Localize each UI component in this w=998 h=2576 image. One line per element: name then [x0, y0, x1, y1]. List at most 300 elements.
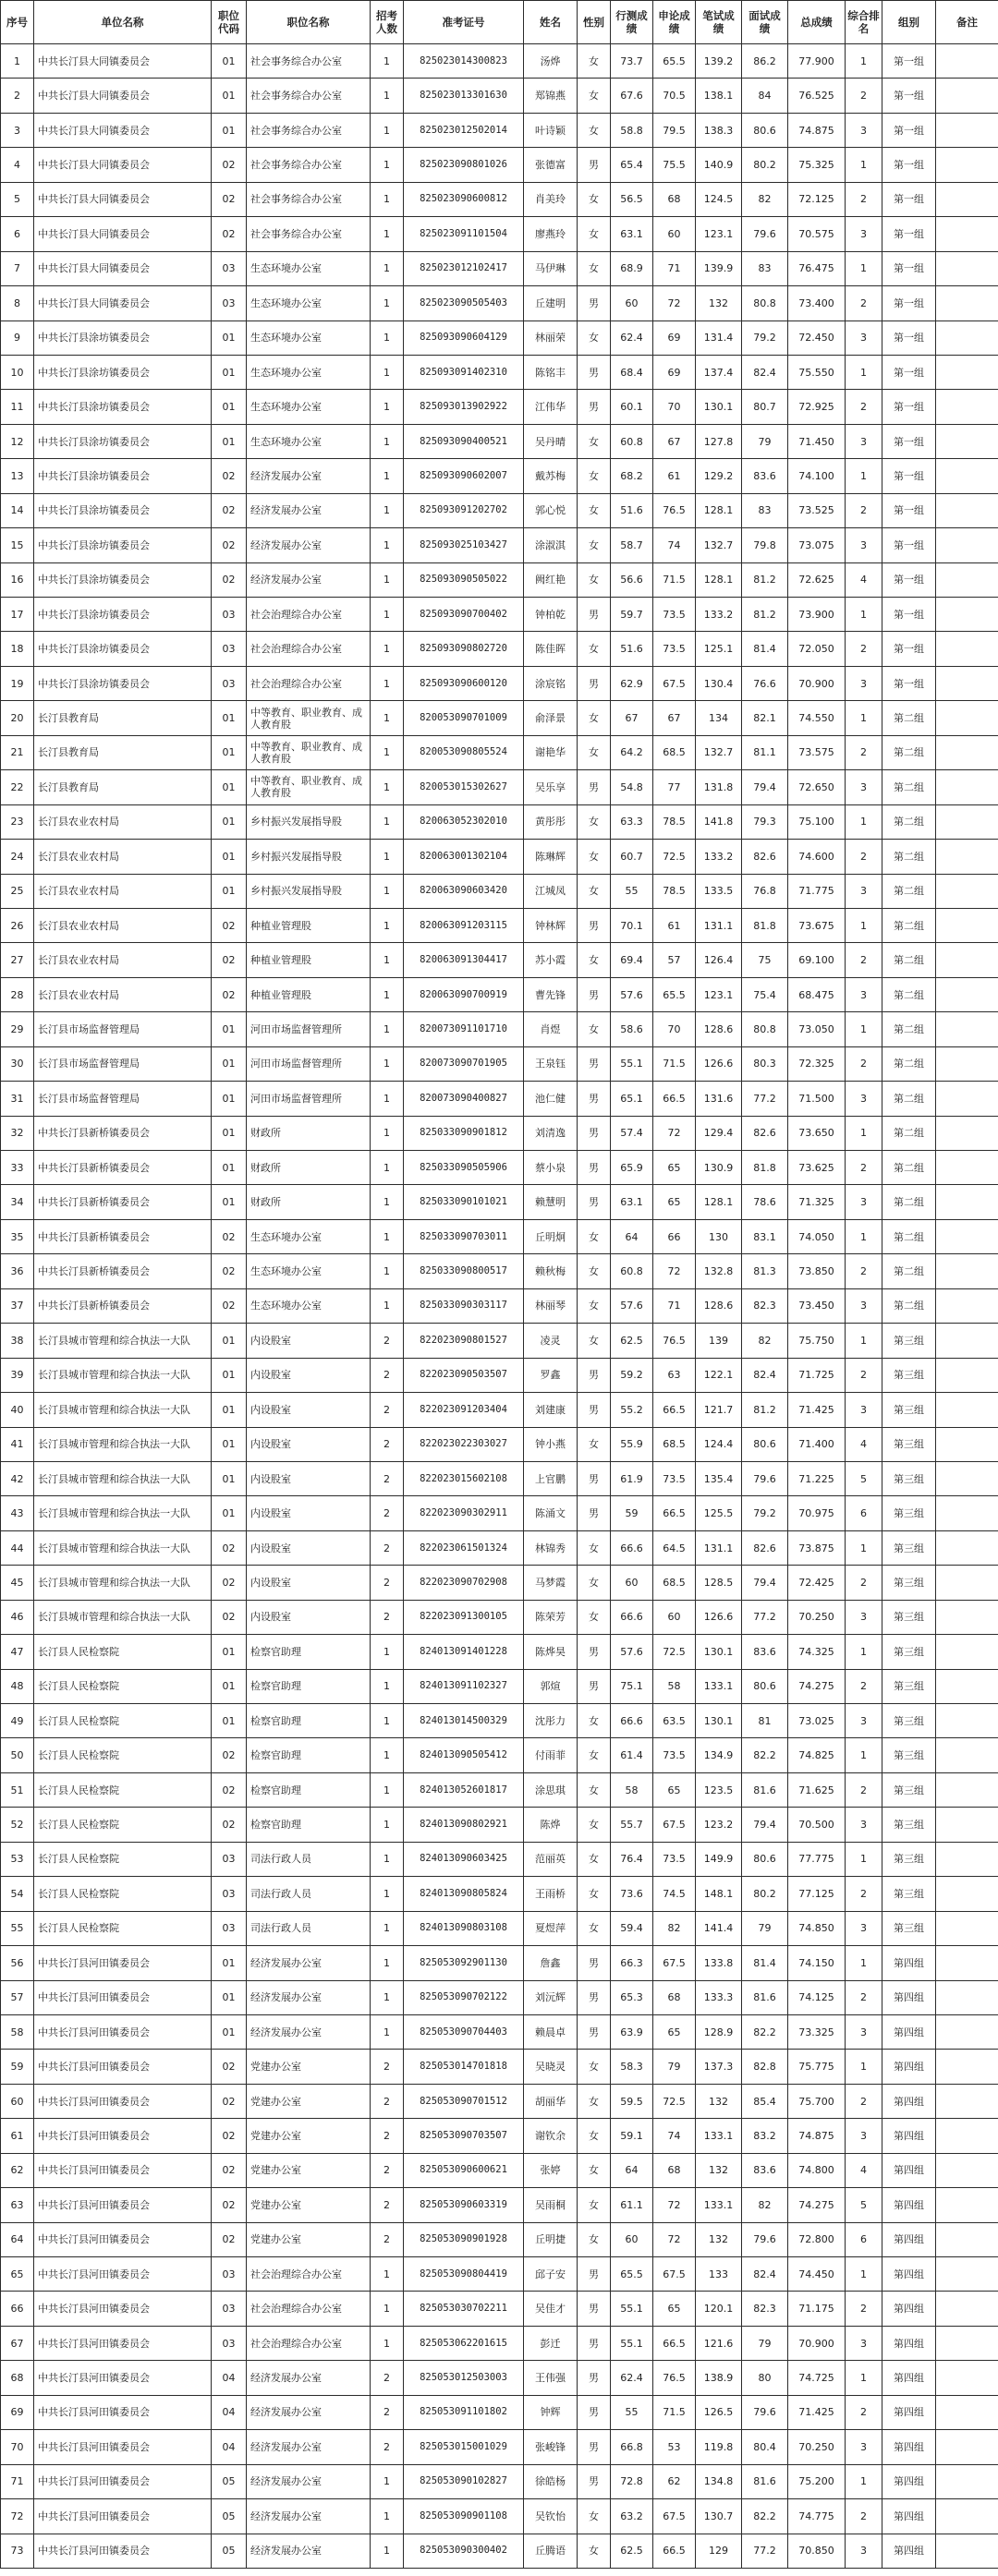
cell-position-name: 司法行政人员: [247, 1877, 371, 1911]
cell-essay-score: 57: [653, 943, 696, 977]
cell-position-name: 经济发展办公室: [247, 2395, 371, 2429]
cell-essay-score: 71.5: [653, 2395, 696, 2429]
cell-position-code: 02: [212, 148, 247, 182]
cell-total-score: 71.500: [788, 1082, 846, 1116]
cell-rank: 1: [846, 598, 882, 632]
cell-interview-score: 79: [742, 424, 788, 458]
cell-name: 林丽琴: [524, 1288, 578, 1323]
cell-remarks: [936, 2050, 998, 2084]
cell-total-score: 76.475: [788, 251, 846, 285]
cell-written-score: 129: [696, 2534, 742, 2568]
cell-position-code: 03: [212, 1911, 247, 1945]
cell-position-name: 中等教育、职业教育、成人教育股: [247, 735, 371, 769]
table-row: [1, 2014, 998, 2049]
cell-exam-number: 825033090800517: [404, 1254, 524, 1288]
cell-total-score: 71.325: [788, 1185, 846, 1219]
cell-group: 第二组: [882, 701, 936, 735]
cell-index: 20: [1, 701, 34, 735]
cell-position-code: 01: [212, 1082, 247, 1116]
cell-exam-number: 825093090600120: [404, 666, 524, 700]
cell-written-score: 125.5: [696, 1496, 742, 1530]
cell-group: 第三组: [882, 1324, 936, 1358]
cell-group: 第三组: [882, 1704, 936, 1738]
cell-essay-score: 61: [653, 459, 696, 493]
cell-interview-score: 80.2: [742, 1877, 788, 1911]
cell-group: 第一组: [882, 459, 936, 493]
cell-total-score: 72.325: [788, 1046, 846, 1081]
cell-group: 第一组: [882, 320, 936, 355]
cell-remarks: [936, 286, 998, 320]
cell-total-score: 73.875: [788, 1530, 846, 1565]
cell-aptitude-score: 67: [611, 701, 653, 735]
cell-remarks: [936, 666, 998, 700]
cell-interview-score: 80.6: [742, 1669, 788, 1703]
cell-exam-number: 825023012102417: [404, 251, 524, 285]
table-row: [1, 1046, 998, 1081]
cell-rank: 2: [846, 1358, 882, 1392]
cell-rank: 2: [846, 1046, 882, 1081]
cell-rank: 3: [846, 2326, 882, 2360]
cell-name: 刘沅辉: [524, 1980, 578, 2014]
cell-index: 32: [1, 1116, 34, 1150]
cell-aptitude-score: 60: [611, 2222, 653, 2256]
cell-remarks: [936, 2430, 998, 2464]
cell-total-score: 73.050: [788, 1012, 846, 1046]
cell-index: 59: [1, 2050, 34, 2084]
cell-unit-name: 长汀县城市管理和综合执法一大队: [34, 1530, 212, 1565]
cell-position-code: 02: [212, 528, 247, 562]
cell-exam-number: 822023061501324: [404, 1530, 524, 1565]
cell-gender: 女: [578, 320, 611, 355]
cell-aptitude-score: 59.2: [611, 1358, 653, 1392]
cell-group: 第一组: [882, 598, 936, 632]
cell-written-score: 132.7: [696, 528, 742, 562]
cell-gender: 男: [578, 1185, 611, 1219]
cell-interview-score: 82.6: [742, 1116, 788, 1150]
cell-exam-number: 825053090901928: [404, 2222, 524, 2256]
cell-total-score: 74.275: [788, 2188, 846, 2222]
cell-exam-number: 825053090603319: [404, 2188, 524, 2222]
cell-exam-number: 824013090805824: [404, 1877, 524, 1911]
cell-position-code: 01: [212, 1496, 247, 1530]
cell-total-score: 73.625: [788, 1151, 846, 1185]
cell-rank: 2: [846, 2292, 882, 2326]
cell-gender: 男: [578, 2361, 611, 2395]
cell-index: 36: [1, 1254, 34, 1288]
cell-written-score: 133.1: [696, 2188, 742, 2222]
cell-remarks: [936, 770, 998, 804]
cell-position-name: 经济发展办公室: [247, 528, 371, 562]
cell-group: 第一组: [882, 286, 936, 320]
cell-aptitude-score: 64: [611, 1219, 653, 1253]
cell-essay-score: 66: [653, 1219, 696, 1253]
cell-index: 27: [1, 943, 34, 977]
cell-interview-score: 83.6: [742, 2153, 788, 2187]
cell-index: 49: [1, 1704, 34, 1738]
cell-position-name: 检察官助理: [247, 1669, 371, 1703]
cell-name: 江伟华: [524, 390, 578, 424]
cell-written-score: 135.4: [696, 1461, 742, 1495]
table-row: [1, 355, 998, 389]
cell-quota: 1: [371, 217, 404, 251]
header-name: 姓名: [524, 1, 578, 44]
cell-unit-name: 中共长汀县河田镇委员会: [34, 2464, 212, 2498]
cell-interview-score: 81.4: [742, 1946, 788, 1980]
cell-aptitude-score: 68.4: [611, 355, 653, 389]
header-essay-score: 申论成绩: [653, 1, 696, 44]
cell-group: 第三组: [882, 1635, 936, 1669]
cell-unit-name: 长汀县农业农村局: [34, 804, 212, 839]
cell-unit-name: 中共长汀县新桥镇委员会: [34, 1151, 212, 1185]
table-row: [1, 2361, 998, 2395]
cell-total-score: 74.725: [788, 2361, 846, 2395]
cell-interview-score: 79.2: [742, 1496, 788, 1530]
cell-written-score: 133.2: [696, 840, 742, 874]
cell-unit-name: 中共长汀县河田镇委员会: [34, 2222, 212, 2256]
cell-group: 第三组: [882, 1566, 936, 1600]
cell-written-score: 131.1: [696, 1530, 742, 1565]
cell-remarks: [936, 2326, 998, 2360]
cell-gender: 男: [578, 2326, 611, 2360]
cell-group: 第三组: [882, 1877, 936, 1911]
cell-interview-score: 83.6: [742, 459, 788, 493]
cell-group: 第四组: [882, 2326, 936, 2360]
cell-written-score: 133.3: [696, 1980, 742, 2014]
cell-rank: 6: [846, 2222, 882, 2256]
cell-rank: 4: [846, 2153, 882, 2187]
cell-unit-name: 长汀县城市管理和综合执法一大队: [34, 1427, 212, 1461]
cell-exam-number: 822023090801527: [404, 1324, 524, 1358]
cell-position-name: 财政所: [247, 1185, 371, 1219]
cell-name: 钟辉: [524, 2395, 578, 2429]
cell-aptitude-score: 55.1: [611, 1046, 653, 1081]
cell-rank: 3: [846, 2119, 882, 2153]
cell-total-score: 75.325: [788, 148, 846, 182]
cell-rank: 2: [846, 632, 882, 666]
cell-quota: 2: [371, 1600, 404, 1634]
table-row: [1, 2084, 998, 2118]
cell-interview-score: 81.8: [742, 1151, 788, 1185]
cell-rank: 1: [846, 355, 882, 389]
cell-quota: 1: [371, 908, 404, 942]
cell-name: 彭迁: [524, 2326, 578, 2360]
cell-exam-number: 822023090302911: [404, 1496, 524, 1530]
cell-interview-score: 84: [742, 79, 788, 113]
cell-written-score: 121.6: [696, 2326, 742, 2360]
cell-index: 48: [1, 1669, 34, 1703]
cell-gender: 女: [578, 874, 611, 908]
table-row: [1, 1877, 998, 1911]
cell-quota: 1: [371, 701, 404, 735]
cell-quota: 1: [371, 1704, 404, 1738]
cell-name: 刘建康: [524, 1393, 578, 1427]
cell-position-code: 02: [212, 1772, 247, 1807]
cell-index: 56: [1, 1946, 34, 1980]
cell-position-code: 01: [212, 79, 247, 113]
cell-group: 第三组: [882, 1911, 936, 1945]
cell-total-score: 71.400: [788, 1427, 846, 1461]
cell-aptitude-score: 65.3: [611, 1980, 653, 2014]
cell-position-code: 05: [212, 2464, 247, 2498]
cell-exam-number: 825093025103427: [404, 528, 524, 562]
cell-position-code: 01: [212, 804, 247, 839]
cell-written-score: 130.9: [696, 1151, 742, 1185]
cell-essay-score: 74: [653, 528, 696, 562]
cell-interview-score: 80.6: [742, 113, 788, 147]
cell-position-name: 生态环境办公室: [247, 1254, 371, 1288]
cell-interview-score: 83: [742, 251, 788, 285]
cell-unit-name: 中共长汀县河田镇委员会: [34, 2326, 212, 2360]
cell-unit-name: 中共长汀县河田镇委员会: [34, 2119, 212, 2153]
cell-aptitude-score: 57.4: [611, 1116, 653, 1150]
cell-name: 戴苏梅: [524, 459, 578, 493]
cell-essay-score: 72: [653, 1116, 696, 1150]
cell-unit-name: 长汀县人民检察院: [34, 1877, 212, 1911]
cell-index: 42: [1, 1461, 34, 1495]
cell-total-score: 73.075: [788, 528, 846, 562]
cell-group: 第一组: [882, 528, 936, 562]
cell-quota: 1: [371, 44, 404, 79]
table-row: [1, 2326, 998, 2360]
cell-quota: 1: [371, 1082, 404, 1116]
cell-name: 吴丹晴: [524, 424, 578, 458]
cell-name: 徐皓杨: [524, 2464, 578, 2498]
cell-exam-number: 825053091101802: [404, 2395, 524, 2429]
cell-gender: 女: [578, 701, 611, 735]
cell-unit-name: 长汀县市场监督管理局: [34, 1082, 212, 1116]
cell-remarks: [936, 459, 998, 493]
cell-essay-score: 75.5: [653, 148, 696, 182]
cell-gender: 男: [578, 1116, 611, 1150]
cell-rank: 1: [846, 1219, 882, 1253]
cell-position-name: 内设股室: [247, 1461, 371, 1495]
cell-quota: 2: [371, 2361, 404, 2395]
cell-interview-score: 76.6: [742, 666, 788, 700]
cell-name: 马伊琳: [524, 251, 578, 285]
cell-quota: 2: [371, 1496, 404, 1530]
cell-aptitude-score: 58.3: [611, 2050, 653, 2084]
cell-aptitude-score: 63.3: [611, 804, 653, 839]
cell-interview-score: 75: [742, 943, 788, 977]
cell-quota: 1: [371, 390, 404, 424]
cell-aptitude-score: 58: [611, 1772, 653, 1807]
cell-unit-name: 长汀县市场监督管理局: [34, 1046, 212, 1081]
cell-position-code: 01: [212, 44, 247, 79]
cell-total-score: 73.575: [788, 735, 846, 769]
cell-group: 第三组: [882, 1461, 936, 1495]
cell-interview-score: 86.2: [742, 44, 788, 79]
cell-total-score: 73.025: [788, 1704, 846, 1738]
cell-gender: 男: [578, 1358, 611, 1392]
cell-written-score: 126.6: [696, 1600, 742, 1634]
cell-remarks: [936, 2395, 998, 2429]
cell-name: 阙红艳: [524, 562, 578, 597]
cell-essay-score: 66.5: [653, 2534, 696, 2568]
cell-group: 第三组: [882, 1393, 936, 1427]
cell-index: 23: [1, 804, 34, 839]
table-row: [1, 2050, 998, 2084]
cell-index: 44: [1, 1530, 34, 1565]
cell-exam-number: 825093090602007: [404, 459, 524, 493]
cell-gender: 女: [578, 1704, 611, 1738]
cell-essay-score: 77: [653, 770, 696, 804]
cell-quota: 2: [371, 1393, 404, 1427]
cell-interview-score: 81.6: [742, 1980, 788, 2014]
cell-interview-score: 79.4: [742, 1566, 788, 1600]
cell-interview-score: 80: [742, 2361, 788, 2395]
cell-unit-name: 长汀县城市管理和综合执法一大队: [34, 1358, 212, 1392]
cell-exam-number: 825053090703507: [404, 2119, 524, 2153]
cell-quota: 2: [371, 2084, 404, 2118]
cell-quota: 1: [371, 2464, 404, 2498]
cell-group: 第三组: [882, 1600, 936, 1634]
cell-interview-score: 75.4: [742, 977, 788, 1011]
cell-essay-score: 65: [653, 2292, 696, 2326]
cell-gender: 女: [578, 1427, 611, 1461]
cell-unit-name: 中共长汀县大同镇委员会: [34, 113, 212, 147]
cell-total-score: 69.100: [788, 943, 846, 977]
cell-aptitude-score: 76.4: [611, 1842, 653, 1876]
cell-total-score: 72.425: [788, 1566, 846, 1600]
cell-gender: 男: [578, 2292, 611, 2326]
cell-exam-number: 822023091300105: [404, 1600, 524, 1634]
cell-aptitude-score: 58.6: [611, 1012, 653, 1046]
table-row: [1, 666, 998, 700]
cell-interview-score: 80.8: [742, 286, 788, 320]
cell-index: 8: [1, 286, 34, 320]
cell-index: 72: [1, 2499, 34, 2534]
cell-total-score: 70.900: [788, 666, 846, 700]
cell-total-score: 72.650: [788, 770, 846, 804]
cell-quota: 1: [371, 735, 404, 769]
cell-unit-name: 长汀县城市管理和综合执法一大队: [34, 1393, 212, 1427]
cell-written-score: 124.4: [696, 1427, 742, 1461]
cell-name: 陈烨昊: [524, 1635, 578, 1669]
cell-aptitude-score: 55.1: [611, 2326, 653, 2360]
cell-position-code: 02: [212, 2188, 247, 2222]
cell-index: 45: [1, 1566, 34, 1600]
cell-exam-number: 820073091101710: [404, 1012, 524, 1046]
table-row: [1, 148, 998, 182]
cell-unit-name: 长汀县人民检察院: [34, 1704, 212, 1738]
cell-position-code: 03: [212, 632, 247, 666]
cell-name: 谢艳华: [524, 735, 578, 769]
cell-rank: 2: [846, 943, 882, 977]
cell-written-score: 149.9: [696, 1842, 742, 1876]
cell-group: 第二组: [882, 1219, 936, 1253]
cell-interview-score: 85.4: [742, 2084, 788, 2118]
cell-exam-number: 825053012503003: [404, 2361, 524, 2395]
cell-group: 第四组: [882, 2222, 936, 2256]
cell-written-score: 131.6: [696, 1082, 742, 1116]
table-row: [1, 598, 998, 632]
cell-group: 第一组: [882, 390, 936, 424]
cell-exam-number: 824013090603425: [404, 1842, 524, 1876]
cell-aptitude-score: 58.8: [611, 113, 653, 147]
cell-gender: 女: [578, 1324, 611, 1358]
cell-gender: 女: [578, 2534, 611, 2568]
cell-gender: 女: [578, 2084, 611, 2118]
cell-aptitude-score: 59.1: [611, 2119, 653, 2153]
cell-name: 谢钦余: [524, 2119, 578, 2153]
cell-name: 俞泽景: [524, 701, 578, 735]
cell-unit-name: 中共长汀县大同镇委员会: [34, 251, 212, 285]
cell-name: 马梦霞: [524, 1566, 578, 1600]
header-unit-name: 单位名称: [34, 1, 212, 44]
cell-position-name: 社会事务综合办公室: [247, 182, 371, 216]
cell-exam-number: 824013090802921: [404, 1808, 524, 1842]
cell-index: 33: [1, 1151, 34, 1185]
cell-position-code: 02: [212, 2222, 247, 2256]
cell-position-code: 02: [212, 1288, 247, 1323]
table-row: [1, 459, 998, 493]
cell-gender: 男: [578, 2430, 611, 2464]
cell-written-score: 128.1: [696, 1185, 742, 1219]
cell-remarks: [936, 598, 998, 632]
table-row: [1, 632, 998, 666]
cell-position-name: 乡村振兴发展指导股: [247, 804, 371, 839]
cell-group: 第四组: [882, 2153, 936, 2187]
cell-index: 31: [1, 1082, 34, 1116]
cell-exam-number: 825053062201615: [404, 2326, 524, 2360]
cell-total-score: 71.425: [788, 1393, 846, 1427]
cell-position-code: 02: [212, 182, 247, 216]
table-row: [1, 1808, 998, 1842]
cell-remarks: [936, 1808, 998, 1842]
cell-unit-name: 中共长汀县大同镇委员会: [34, 148, 212, 182]
cell-name: 陈烨: [524, 1808, 578, 1842]
cell-interview-score: 80.6: [742, 1427, 788, 1461]
cell-remarks: [936, 424, 998, 458]
cell-unit-name: 长汀县人民检察院: [34, 1738, 212, 1772]
cell-exam-number: 824013091401228: [404, 1635, 524, 1669]
cell-aptitude-score: 63.1: [611, 1185, 653, 1219]
cell-index: 63: [1, 2188, 34, 2222]
cell-group: 第二组: [882, 735, 936, 769]
cell-aptitude-score: 61.4: [611, 1738, 653, 1772]
table-row: [1, 113, 998, 147]
cell-total-score: 70.500: [788, 1808, 846, 1842]
cell-essay-score: 70: [653, 1012, 696, 1046]
cell-index: 71: [1, 2464, 34, 2498]
cell-interview-score: 79.3: [742, 804, 788, 839]
cell-written-score: 133: [696, 2257, 742, 2292]
cell-rank: 5: [846, 1461, 882, 1495]
table-row: [1, 2534, 998, 2568]
cell-total-score: 70.250: [788, 1600, 846, 1634]
cell-group: 第二组: [882, 1116, 936, 1150]
cell-position-name: 内设股室: [247, 1358, 371, 1392]
cell-quota: 2: [371, 1566, 404, 1600]
table-row: [1, 1185, 998, 1219]
cell-aptitude-score: 60.1: [611, 390, 653, 424]
cell-name: 廖燕玲: [524, 217, 578, 251]
cell-rank: 3: [846, 2014, 882, 2049]
cell-exam-number: 820053090805524: [404, 735, 524, 769]
cell-rank: 2: [846, 2395, 882, 2429]
cell-gender: 男: [578, 1980, 611, 2014]
cell-gender: 男: [578, 1393, 611, 1427]
table-row: [1, 1669, 998, 1703]
cell-interview-score: 79.2: [742, 320, 788, 355]
cell-position-code: 01: [212, 840, 247, 874]
cell-written-score: 131.8: [696, 770, 742, 804]
cell-index: 52: [1, 1808, 34, 1842]
cell-essay-score: 71.5: [653, 562, 696, 597]
cell-remarks: [936, 2084, 998, 2118]
cell-written-score: 120.1: [696, 2292, 742, 2326]
cell-position-code: 02: [212, 2050, 247, 2084]
